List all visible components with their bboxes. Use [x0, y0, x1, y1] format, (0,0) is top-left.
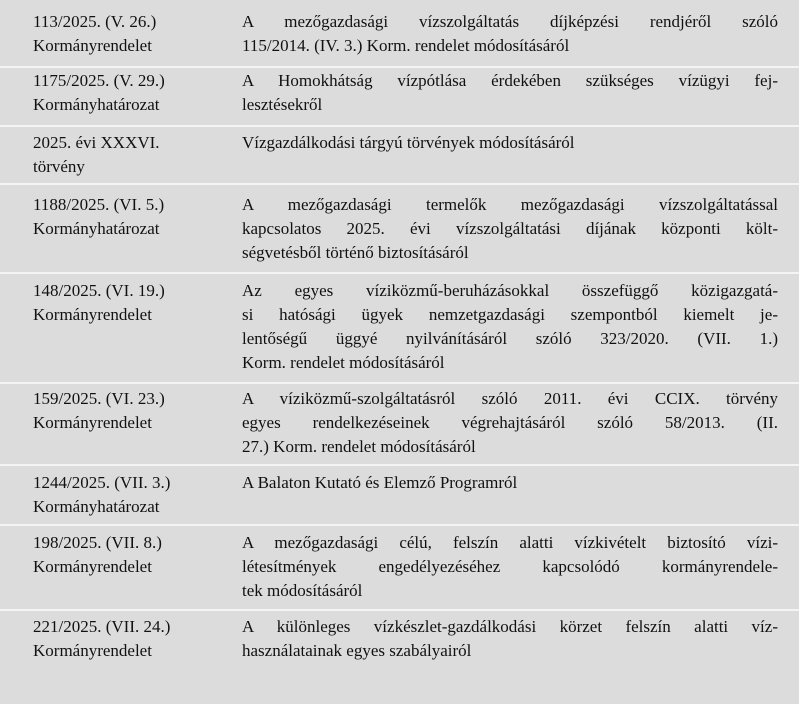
legislation-title — [242, 531, 778, 603]
title-line: A Homokhátság vízpótlása érdekében szükséges vízügyi fej- — [242, 71, 778, 90]
reference-number: 1188/2025. (VI. 5.) — [33, 195, 165, 214]
title-line: ségvetésből történő biztosításáról — [242, 243, 469, 262]
reference-type: Kormányrendelet — [33, 641, 152, 660]
list-item — [0, 69, 799, 127]
title-line: használatainak egyes szabályairól — [242, 641, 472, 660]
legislation-title — [242, 10, 778, 58]
title-line: Vízgazdálkodási tárgyú törvények módosításáról — [242, 133, 575, 152]
title-line: létesítmények engedélyezéséhez kapcsolódó kormányrendele- — [242, 557, 778, 576]
title-line: kapcsolatos 2025. évi vízszolgáltatási díjának központi költ- — [242, 219, 778, 238]
legislation-reference — [33, 531, 233, 579]
list-item — [0, 10, 799, 68]
legislation-title — [242, 131, 778, 155]
title-line: A mezőgazdasági termelők mezőgazdasági vízszolgáltatással — [242, 195, 778, 214]
legislation-reference — [33, 10, 233, 58]
reference-type: Kormányrendelet — [33, 413, 152, 432]
title-line: A mezőgazdasági célú, felszín alatti vízkivételt biztosító vízi- — [242, 533, 778, 552]
reference-number: 1175/2025. (V. 29.) — [33, 71, 165, 90]
legislation-title — [242, 387, 778, 459]
list-item — [0, 615, 799, 695]
reference-number: 198/2025. (VII. 8.) — [33, 533, 162, 552]
reference-type: Kormányrendelet — [33, 557, 152, 576]
reference-number: 113/2025. (V. 26.) — [33, 12, 157, 31]
title-line: si hatósági ügyek nemzetgazdasági szempontból kiemelt je- — [242, 305, 778, 324]
reference-type: törvény — [33, 157, 85, 176]
title-line: A különleges vízkészlet-gazdálkodási körzet felszín alatti víz- — [242, 617, 778, 636]
list-item — [0, 193, 799, 274]
list-item — [0, 531, 799, 611]
reference-type: Kormányhatározat — [33, 219, 160, 238]
title-line: egyes rendelkezéseinek végrehajtásáról szóló 58/2013. (II. — [242, 413, 778, 432]
title-line: A mezőgazdasági vízszolgáltatás díjképzési rendjéről szóló — [242, 12, 778, 31]
title-line: Korm. rendelet módosításáról — [242, 353, 445, 372]
legislation-reference — [33, 615, 233, 663]
title-line: 27.) Korm. rendelet módosításáról — [242, 437, 476, 456]
list-item — [0, 471, 799, 526]
legislation-title — [242, 615, 778, 663]
legislation-title — [242, 279, 778, 375]
legislation-reference — [33, 69, 233, 117]
legislation-reference — [33, 131, 233, 179]
reference-type: Kormányrendelet — [33, 305, 152, 324]
title-line: 115/2014. (IV. 3.) Korm. rendelet módosításáról — [242, 36, 570, 55]
legislation-reference — [33, 193, 233, 241]
reference-number: 2025. évi XXXVI. — [33, 133, 160, 152]
legislation-reference — [33, 279, 233, 327]
legislation-reference — [33, 471, 233, 519]
title-line: lesztésekről — [242, 95, 323, 114]
list-item — [0, 131, 799, 185]
title-line: Az egyes víziközmű-beruházásokkal összefüggő közigazgatá- — [242, 281, 778, 300]
list-item — [0, 279, 799, 384]
title-line: A víziközmű-szolgáltatásról szóló 2011. évi CCIX. törvény — [242, 389, 778, 408]
reference-type: Kormányhatározat — [33, 95, 160, 114]
legislation-title — [242, 193, 778, 265]
reference-number: 159/2025. (VI. 23.) — [33, 389, 165, 408]
list-item — [0, 387, 799, 466]
legislation-title — [242, 471, 778, 495]
title-line: tek módosításáról — [242, 581, 363, 600]
reference-number: 148/2025. (VI. 19.) — [33, 281, 165, 300]
reference-type: Kormányrendelet — [33, 36, 152, 55]
legislation-title — [242, 69, 778, 117]
title-line: A Balaton Kutató és Elemző Programról — [242, 473, 518, 492]
reference-number: 221/2025. (VII. 24.) — [33, 617, 171, 636]
legislation-reference — [33, 387, 233, 435]
title-line: lentőségű üggyé nyilvánításáról szóló 323/2020. (VII. 1.) — [242, 329, 778, 348]
reference-type: Kormányhatározat — [33, 497, 160, 516]
reference-number: 1244/2025. (VII. 3.) — [33, 473, 171, 492]
